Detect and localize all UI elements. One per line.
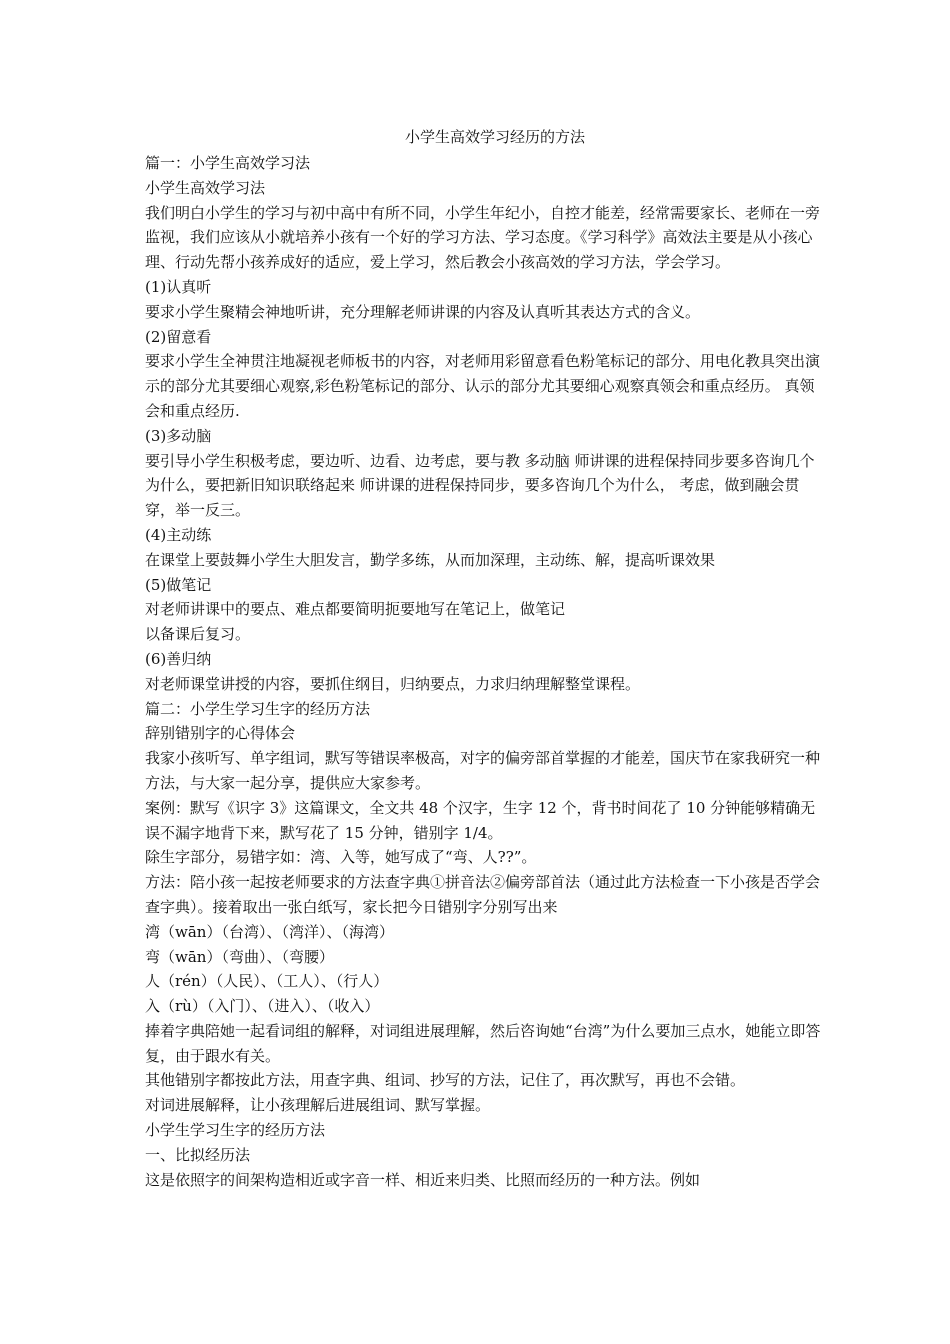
paragraph: 篇一：小学生高效学习法: [145, 154, 311, 172]
paragraph: 弯（wān）（弯曲）、（弯腰）: [145, 947, 334, 966]
paragraph: (5)做笔记: [145, 575, 212, 594]
paragraph: 人（rén）（人民）、（工人）、（行人）: [145, 972, 389, 991]
paragraph: 要求小学生全神贯注地凝视老师板书的内容，对老师用彩留意看色粉笔标记的部分、用电化教具突出演示的部分尤其要细心观察,彩色粉笔标记的部分、认示的部分尤其要细心观察真领会和重点经历。 真领会和重点经历.: [145, 352, 821, 420]
paragraph-list: [145, 151, 825, 1192]
paragraph: 入（rù）（入门）、（进入）、（收入）: [145, 997, 380, 1016]
paragraph: 对老师课堂讲授的内容，要抓住纲目，归纳要点，力求归纳理解整堂课程。: [145, 674, 641, 693]
paragraph: 一、比拟经历法: [145, 1145, 251, 1164]
paragraph: 对老师讲课中的要点、难点都要简明扼要地写在笔记上，做笔记: [145, 600, 566, 619]
paragraph: 我们明白小学生的学习与初中高中有所不同，小学生年纪小，自控才能差，经常需要家长、老师在一旁监视，我们应该从小就培养小孩有一个好的学习方法、学习态度。《学习科学》高效法主要是从小孩心理、行动先帮小孩养成好的适应，爱上学习，然后教会小孩高效的学习方法，学会学习。: [145, 203, 821, 272]
paragraph: (1)认真听: [145, 277, 212, 296]
paragraph: (6)善归纳: [145, 649, 212, 668]
paragraph: 对词进展解释，让小孩理解后进展组词、默写掌握。: [145, 1096, 491, 1115]
paragraph: 篇二：小学生学习生字的经历方法: [145, 699, 371, 718]
paragraph: (4)主动练: [145, 525, 212, 544]
paragraph: 要引导小学生积极考虑，要边听、边看、边考虑，要与教 多动脑 师讲课的进程保持同步要多咨询几个为什么，要把新旧知识联络起来 师讲课的进程保持同步，要多咨询几个为什么， 考虑，做到融会贯穿，举一反三。: [145, 451, 815, 520]
paragraph: 捧着字典陪她一起看词组的解释，对词组进展理解，然后咨询她“台湾”为什么要加三点水，她能立即答复，由于跟水有关。: [145, 1021, 821, 1065]
paragraph: 辞别错别字的心得体会: [145, 724, 296, 743]
paragraph: 以备课后复习。: [145, 625, 251, 644]
paragraph: (2)留意看: [145, 327, 212, 346]
paragraph: 湾（wān）（台湾）、（湾洋）、（海湾）: [145, 922, 394, 941]
paragraph: 小学生高效学习法: [145, 178, 266, 197]
paragraph: 在课堂上要鼓舞小学生大胆发言，勤学多练，从而加深理，主动练、解，提高听课效果: [145, 550, 716, 569]
paragraph: 要求小学生聚精会神地听讲，充分理解老师讲课的内容及认真听其表达方式的含义。: [145, 302, 701, 321]
paragraph: 案例：默写《识字 3》这篇课文，全文共 48 个汉字，生字 12 个，背书时间花了 10 分钟能够精确无误不漏字地背下来，默写花了 15 分钟，错别字 1/4。: [145, 798, 816, 842]
document-title: 小学生高效学习经历的方法: [404, 128, 585, 146]
paragraph: (3)多动脑: [145, 426, 212, 445]
paragraph: 其他错别字都按此方法，用查字典、组词、抄写的方法，记住了，再次默写，再也不会错。: [145, 1071, 746, 1090]
paragraph: 我家小孩听写、单字组词，默写等错误率极高，对字的偏旁部首掌握的才能差，国庆节在家我研究一种方法，与大家一起分享，提供应大家参考。: [145, 749, 821, 792]
document-body: [145, 123, 825, 1192]
paragraph: 方法：陪小孩一起按老师要求的方法查字典①拼音法②偏旁部首法（通过此方法检查一下小孩是否学会查字典）。接着取出一张白纸写，家长把今日错别字分别写出来: [145, 873, 821, 916]
paragraph: 除生字部分，易错字如：湾、入等，她写成了“弯、人??”。: [145, 848, 537, 867]
paragraph: 这是依照字的间架构造相近或字音一样、相近来归类、比照而经历的一种方法。例如: [145, 1170, 701, 1189]
paragraph: 小学生学习生字的经历方法: [145, 1121, 326, 1140]
